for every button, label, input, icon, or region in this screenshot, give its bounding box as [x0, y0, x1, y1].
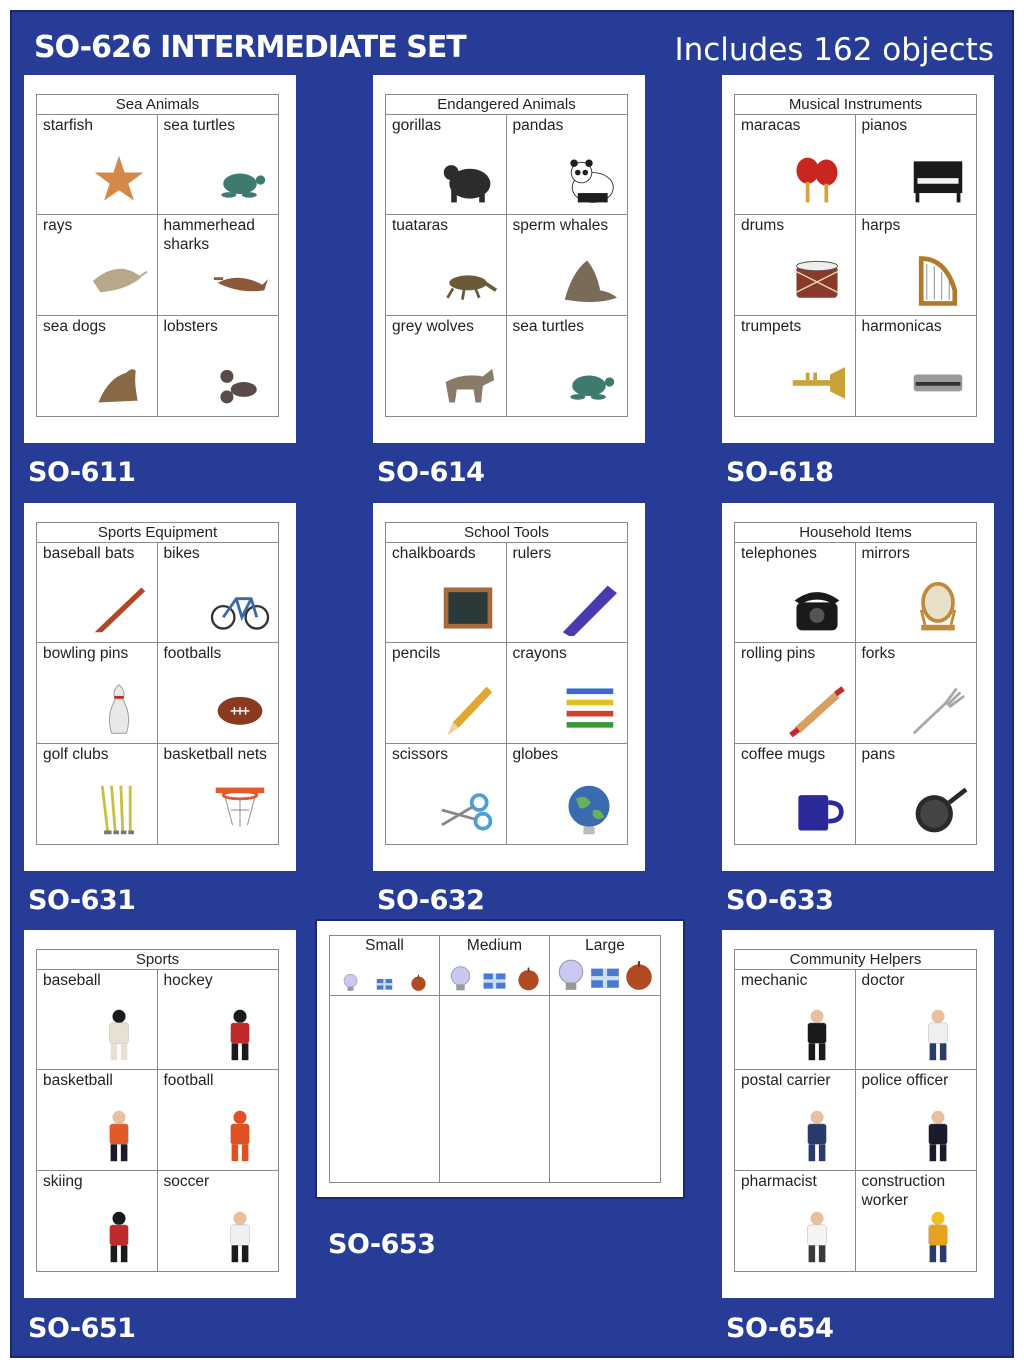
object-label: rolling pins — [741, 645, 816, 663]
object-cell[interactable] — [158, 970, 279, 1070]
apple-icon — [409, 973, 428, 992]
object-cell[interactable] — [158, 744, 279, 844]
sort-objects — [554, 958, 656, 992]
object-cell[interactable] — [856, 1171, 977, 1271]
doctor-icon — [906, 1007, 970, 1063]
object-label: mechanic — [741, 972, 808, 989]
object-label: police officer — [861, 1072, 949, 1090]
construction-worker-icon — [906, 1209, 970, 1265]
object-count: Includes 162 objects — [674, 32, 994, 68]
apple-icon — [622, 958, 656, 992]
object-label: tuataras — [392, 217, 449, 235]
object-label: baseball — [43, 972, 101, 989]
object-cell[interactable] — [735, 970, 856, 1070]
pan-icon — [906, 782, 970, 838]
apple-icon — [515, 965, 542, 992]
object-label: globes — [512, 745, 559, 763]
object-label: trumpets — [741, 317, 802, 335]
object-label: sperm whales — [512, 217, 609, 235]
object-cell[interactable] — [37, 643, 158, 743]
sort-objects — [444, 958, 545, 992]
object-label: grey wolves — [392, 317, 474, 335]
harmonica-icon — [906, 354, 970, 410]
card-code-so-631: SO-631 — [28, 885, 136, 916]
object-cell[interactable] — [735, 643, 856, 743]
gorilla-icon — [436, 152, 500, 208]
object-label: hockey — [163, 972, 213, 989]
object-label: construction worker — [861, 1172, 946, 1209]
object-cell[interactable] — [158, 1171, 279, 1271]
object-cell[interactable] — [507, 543, 628, 643]
sort-column-label: Large — [585, 937, 625, 954]
police-officer-icon — [906, 1108, 970, 1164]
card-so-633[interactable] — [722, 503, 994, 871]
object-label: baseball bats — [43, 545, 135, 562]
object-label: pencils — [392, 645, 441, 663]
sea-turtle-icon — [557, 354, 621, 410]
baseball-player-icon — [87, 1007, 151, 1063]
object-label: postal carrier — [741, 1072, 831, 1090]
hammerhead-shark-icon — [208, 253, 272, 309]
basketball-player-icon — [87, 1108, 151, 1164]
card-grid — [734, 94, 977, 417]
object-cell[interactable] — [735, 543, 856, 643]
card-heading: Sports — [37, 950, 278, 970]
object-label: bikes — [163, 545, 200, 562]
object-cell[interactable] — [735, 115, 856, 215]
object-cell[interactable] — [735, 1171, 856, 1271]
card-grid — [734, 522, 977, 845]
object-cell[interactable] — [735, 215, 856, 315]
card-so-651[interactable] — [24, 930, 296, 1298]
object-label: drums — [741, 217, 785, 235]
object-cell[interactable] — [856, 543, 977, 643]
sperm-whale-icon — [557, 253, 621, 309]
object-label: golf clubs — [43, 745, 109, 763]
light-bulb-icon — [554, 958, 588, 992]
object-cell[interactable] — [386, 744, 507, 844]
gift-box-icon — [588, 958, 622, 992]
football-player-icon — [208, 1108, 272, 1164]
card-code-so-633: SO-633 — [726, 885, 834, 916]
object-label: pharmacist — [741, 1172, 817, 1190]
card-so-611[interactable] — [24, 75, 296, 443]
object-label: basketball nets — [163, 745, 267, 763]
card-code-so-618: SO-618 — [726, 457, 834, 488]
object-label: mirrors — [861, 545, 910, 562]
trumpet-icon — [785, 354, 849, 410]
sort-column-medium[interactable] — [440, 936, 550, 1182]
object-cell[interactable] — [507, 744, 628, 844]
object-label: rulers — [512, 545, 552, 562]
object-label: pandas — [512, 117, 564, 134]
rolling-pin-icon — [785, 681, 849, 737]
golf-clubs-icon — [87, 782, 151, 838]
object-label: football — [163, 1072, 214, 1090]
object-cell[interactable] — [856, 970, 977, 1070]
object-label: pianos — [861, 117, 908, 134]
ray-icon — [87, 253, 151, 309]
object-cell[interactable] — [386, 543, 507, 643]
object-cell[interactable] — [37, 1070, 158, 1170]
object-cell[interactable] — [856, 1070, 977, 1170]
sea-turtle-icon — [208, 152, 272, 208]
sort-column-label: Medium — [466, 937, 523, 954]
sort-column-large[interactable] — [550, 936, 660, 1182]
object-cell[interactable] — [37, 970, 158, 1070]
object-cell[interactable] — [158, 316, 279, 416]
card-so-618[interactable] — [722, 75, 994, 443]
card-grid — [36, 522, 279, 845]
chalkboard-icon — [436, 580, 500, 636]
object-cell[interactable] — [158, 643, 279, 743]
card-heading: Musical Instruments — [735, 95, 976, 115]
object-cell[interactable] — [37, 543, 158, 643]
object-label: basketball — [43, 1072, 113, 1090]
card-heading: Community Helpers — [735, 950, 976, 970]
card-code-so-611: SO-611 — [28, 457, 136, 488]
object-label: footballs — [163, 645, 222, 663]
object-cell[interactable] — [386, 215, 507, 315]
object-cell[interactable] — [856, 215, 977, 315]
scissors-icon — [436, 782, 500, 838]
card-so-654[interactable] — [722, 930, 994, 1298]
tuatara-icon — [436, 253, 500, 309]
sort-column-small[interactable] — [330, 936, 440, 1182]
card-code-so-653: SO-653 — [328, 1229, 436, 1260]
drum-icon — [785, 253, 849, 309]
object-cell[interactable] — [37, 115, 158, 215]
object-cell[interactable] — [158, 543, 279, 643]
object-label: telephones — [741, 545, 817, 562]
object-cell[interactable] — [386, 316, 507, 416]
card-grid — [36, 94, 279, 417]
object-label: sea turtles — [512, 317, 585, 335]
object-cell[interactable] — [856, 316, 977, 416]
wolf-icon — [436, 354, 500, 410]
card-grid — [36, 949, 279, 1272]
object-label: crayons — [512, 645, 567, 663]
card-so-614[interactable] — [373, 75, 645, 443]
card-heading: School Tools — [386, 523, 627, 543]
harp-icon — [906, 253, 970, 309]
mug-icon — [785, 782, 849, 838]
object-cell[interactable] — [158, 215, 279, 315]
lobster-icon — [208, 354, 272, 410]
fork-icon — [906, 681, 970, 737]
pencil-icon — [436, 681, 500, 737]
object-label: rays — [43, 217, 73, 235]
gift-box-icon — [481, 965, 508, 992]
object-cell[interactable] — [386, 115, 507, 215]
globe-icon — [557, 782, 621, 838]
card-code-so-632: SO-632 — [377, 885, 485, 916]
postal-carrier-icon — [785, 1108, 849, 1164]
object-cell[interactable] — [507, 643, 628, 743]
object-cell[interactable] — [507, 316, 628, 416]
panda-icon — [557, 152, 621, 208]
object-label: forks — [861, 645, 896, 663]
object-label: doctor — [861, 972, 905, 989]
hockey-player-icon — [208, 1007, 272, 1063]
page-title: SO-626 INTERMEDIATE SET — [34, 30, 466, 65]
object-cell[interactable] — [37, 744, 158, 844]
card-grid — [734, 949, 977, 1272]
card-code-so-614: SO-614 — [377, 457, 485, 488]
pharmacist-icon — [785, 1209, 849, 1265]
object-cell[interactable] — [856, 643, 977, 743]
object-label: gorillas — [392, 117, 442, 134]
card-heading: Household Items — [735, 523, 976, 543]
object-label: coffee mugs — [741, 745, 826, 763]
card-heading: Sports Equipment — [37, 523, 278, 543]
object-label: sea turtles — [163, 117, 236, 134]
soccer-player-icon — [208, 1209, 272, 1265]
basketball-net-icon — [208, 782, 272, 838]
sorting-grid — [329, 935, 661, 1183]
object-label: lobsters — [163, 317, 218, 335]
baseball-bat-icon — [87, 580, 151, 636]
object-label: skiing — [43, 1172, 83, 1190]
object-cell[interactable] — [158, 115, 279, 215]
object-cell[interactable] — [856, 744, 977, 844]
object-label: sea dogs — [43, 317, 106, 335]
object-cell[interactable] — [735, 1070, 856, 1170]
card-heading: Endangered Animals — [386, 95, 627, 115]
starfish-icon — [87, 152, 151, 208]
object-cell[interactable] — [507, 115, 628, 215]
object-cell[interactable] — [386, 643, 507, 743]
bike-icon — [208, 580, 272, 636]
object-cell[interactable] — [856, 115, 977, 215]
object-cell[interactable] — [735, 316, 856, 416]
ruler-icon — [557, 580, 621, 636]
telephone-icon — [785, 580, 849, 636]
skier-icon — [87, 1209, 151, 1265]
object-cell[interactable] — [37, 215, 158, 315]
card-grid — [385, 94, 628, 417]
light-bulb-icon — [447, 965, 474, 992]
object-label: harps — [861, 217, 901, 235]
object-cell[interactable] — [37, 1171, 158, 1271]
football-icon — [208, 681, 272, 737]
object-label: pans — [861, 745, 896, 763]
object-cell[interactable] — [158, 1070, 279, 1170]
object-label: maracas — [741, 117, 801, 134]
bowling-pin-icon — [87, 681, 151, 737]
object-label: harmonicas — [861, 317, 942, 335]
mechanic-icon — [785, 1007, 849, 1063]
object-cell[interactable] — [735, 744, 856, 844]
object-label: hammerhead sharks — [163, 217, 255, 254]
mirror-icon — [906, 580, 970, 636]
sort-column-label: Small — [365, 937, 404, 954]
sort-objects — [334, 958, 435, 992]
card-heading: Sea Animals — [37, 95, 278, 115]
gift-box-icon — [375, 973, 394, 992]
maracas-icon — [785, 152, 849, 208]
light-bulb-icon — [341, 973, 360, 992]
card-code-so-654: SO-654 — [726, 1313, 834, 1344]
object-label: starfish — [43, 117, 93, 134]
object-label: scissors — [392, 745, 448, 763]
sea-lion-icon — [87, 354, 151, 410]
piano-icon — [906, 152, 970, 208]
card-grid — [385, 522, 628, 845]
object-cell[interactable] — [507, 215, 628, 315]
object-label: chalkboards — [392, 545, 476, 562]
object-cell[interactable] — [37, 316, 158, 416]
card-so-632[interactable] — [373, 503, 645, 871]
card-code-so-651: SO-651 — [28, 1313, 136, 1344]
crayons-icon — [557, 681, 621, 737]
sorting-card[interactable] — [315, 919, 685, 1199]
object-label: bowling pins — [43, 645, 129, 663]
card-so-631[interactable] — [24, 503, 296, 871]
object-label: soccer — [163, 1172, 210, 1190]
